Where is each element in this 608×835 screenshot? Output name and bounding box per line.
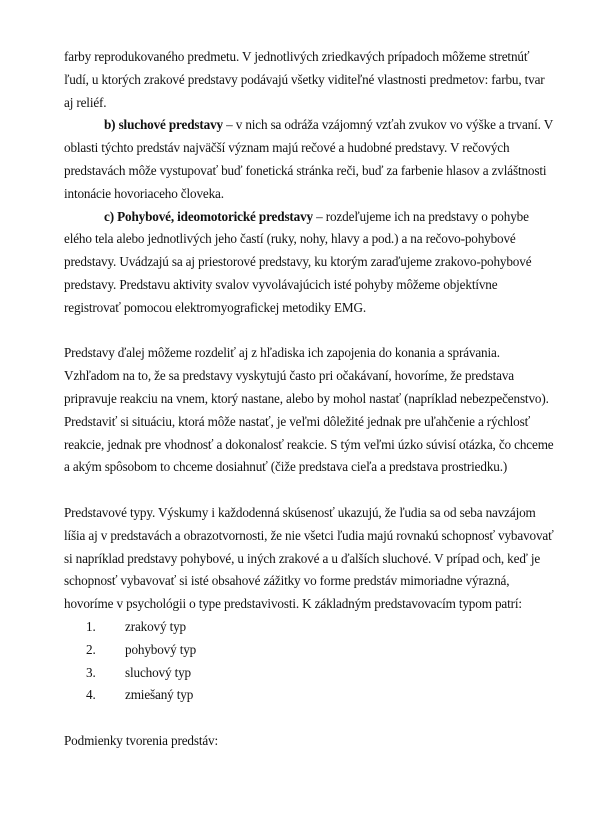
document-page (64, 46, 556, 753)
motor-heading: c) Pohybové, ideomotorické predstavy (104, 208, 313, 224)
auditory-heading: b) sluchové predstavy (104, 117, 223, 133)
list-number: 4. (86, 687, 96, 703)
paragraph-auditory-representations (64, 114, 556, 205)
paragraph-representation-types: Predstavové typy. Výskumy i každodenná skúsenosť ukazujú, že ľudia sa od seba navzájom líšia aj v predstavách a obrazotvornosti, že nie všetci ľudia majú rovnakú schopnosť vybavovať si napríklad predstavy pohybové, u iných zrakové a u ďalších sluchové. V prípad och, keď je schopnosť vybavovať si isté obsahové zážitky vo forme predstáv mimoriadne výrazná, hovoríme v psychológii o type predstavivosti. K základným predstavovacím typom patrí: (64, 504, 554, 612)
paragraph-visual-continuation: farby reprodukovaného predmetu. V jednotlivých zriedkavých prípadoch môžeme stretnúť ľudí, u ktorých zrakové predstavy podávajú všetky viditeľné vlastnosti predmetov: farbu, tvar aj reliéf. (64, 49, 545, 110)
auditory-text: – v nich sa odráža vzájomný vzťah zvukov vo výške a trvaní. V oblasti týchto predstáv najväčší význam majú rečové a hudobné predstavy. V rečových predstavách môže vystupovať buď fonetická stránka reči, buď za farbenie hlasov a zvláštnosti intonácie hovoriaceho človeka. (64, 117, 553, 201)
types-list (64, 616, 556, 707)
list-number: 1. (86, 618, 96, 634)
list-item (86, 662, 556, 685)
paragraph-action-division: Predstavy ďalej môžeme rozdeliť aj z hľadiska ich zapojenia do konania a správania. Vzhľadom na to, že sa predstavy vyskytujú často pri očakávaní, hovoríme, že predstava pripravuje reakciu na vnem, ktorý nastane, alebo by mohol nastať (napríklad nebezpečenstvo). Predstaviť si situáciu, ktorá môže nastať, je veľmi dôležité jednak pre uľahčenie a rýchlosť reakcie, jednak pre vhodnosť a dokonalosť reakcie. S tým veľmi úzko súvisí otázka, čo chceme a akým spôsobom to chceme dosiahnuť (čiže predstava cieľa a predstava prostriedku.) (64, 345, 554, 475)
paragraph-motor-representations (64, 206, 556, 320)
list-label: sluchový typ (125, 664, 191, 680)
list-item (86, 616, 556, 639)
list-label: zrakový typ (125, 618, 186, 634)
list-label: zmiešaný typ (125, 687, 194, 703)
list-label: pohybový typ (125, 641, 197, 657)
list-number: 3. (86, 664, 96, 680)
list-item (86, 639, 556, 662)
motor-text: – rozdeľujeme ich na predstavy o pohybe elého tela alebo jednotlivých jeho častí (ruky, nohy, hlavy a pod.) a na rečovo-pohybové predstavy. Uvádzajú sa aj priestorové predstavy, ku ktorým zaraďujeme zrakovo-pohybové predstavy. Predstavu aktivity svalov vyvolávajúcich isté pohyby môžeme objektívne registrovať pomocou elektromyografickej metodiky EMG. (64, 208, 532, 315)
list-number: 2. (86, 641, 96, 657)
paragraph-formation-conditions: Podmienky tvorenia predstáv: (64, 732, 219, 748)
list-item (86, 684, 556, 707)
